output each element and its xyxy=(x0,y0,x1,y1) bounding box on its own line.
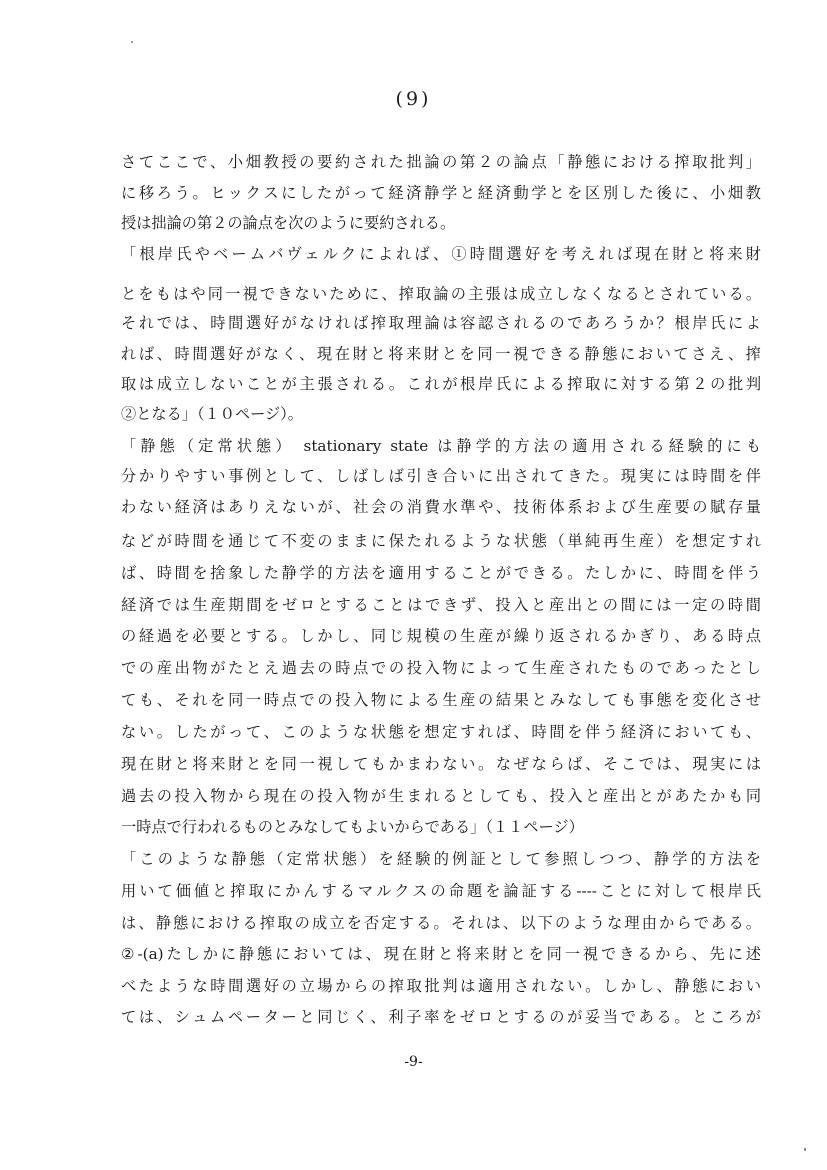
text-line: 分かりやすい事例として、しばしば引き合いに出されてきた。現実には時間を伴 xyxy=(121,467,761,485)
text-line: ば、時間を捨象した静学的方法を適用することができる。たしかに、時間を伴う xyxy=(121,564,761,582)
scan-speck xyxy=(804,1148,806,1151)
text-line: での産出物がたとえ過去の時点での投入物によって生産されたものであったとし xyxy=(121,659,761,677)
text-line: に移ろう。ヒックスにしたがって経済静学と経済動学とを区別した後に、小畑教 xyxy=(121,184,761,202)
text-line: べたような時間選好の立場からの搾取批判は適用されない。しかし、静態におい xyxy=(121,977,761,995)
text-line: 現在財と将来財とを同一視してもかまわない。なぜならば、そこでは、現実には xyxy=(121,755,761,773)
text-line: 「このような静態（定常状態）を経験的例証として参照しつつ、静学的方法を xyxy=(121,850,761,868)
text-line: ない。したがって、このような状態を想定すれば、時間を伴う経済においても、 xyxy=(121,723,761,741)
text-line: 「根岸氏やベームバヴェルクによれば、①時間選好を考えれば現在財と将来財 xyxy=(121,245,761,263)
text-line: わない経済はありえないが、社会の消費水準や、技術体系および生産要の賦存量 xyxy=(121,498,761,516)
text-line: 経済では生産期間をゼロとすることはできず、投入と産出との間には一定の時間 xyxy=(121,596,761,614)
scan-speck xyxy=(131,41,133,43)
text-line: は、静態における搾取の成立を否定する。それは、以下のような理由からである。 xyxy=(121,914,761,932)
text-line: とをもはや同一視できないために、搾取論の主張は成立しなくなるとされている。 xyxy=(121,285,761,303)
text-line: それでは、時間選好がなければ搾取理論は容認されるのであろうか？根岸氏によ xyxy=(121,314,761,332)
text-line: 取は成立しないことが主張される。これが根岸氏による搾取に対する第２の批判 xyxy=(121,375,761,393)
text-line: の経過を必要とする。しかし、同じ規模の生産が繰り返されるかぎり、ある時点 xyxy=(121,627,761,645)
text-line: 授は拙論の第２の論点を次のように要約される。 xyxy=(121,214,456,232)
text-line: などが時間を通じて不変のままに保たれるような状態（単純再生産）を想定すれ xyxy=(121,532,761,550)
text-line: ても、それを同一時点での投入物による生産の結果とみなしても事態を変化させ xyxy=(121,691,761,709)
text-line: ②となる」（１０ページ）。 xyxy=(121,405,303,423)
text-line: ては、シュムペーターと同じく、利子率をゼロとするのが妥当である。ところが xyxy=(121,1008,761,1026)
page-footer: -9- xyxy=(404,1054,423,1070)
text-line: 用いて価値と搾取にかんするマルクスの命題を論証する----ことに対して根岸氏 xyxy=(121,882,761,900)
text-line: 過去の投入物から現在の投入物が生まれるとしても、投入と産出とがあたかも同 xyxy=(121,787,761,805)
page-header: (9) xyxy=(395,88,432,110)
text-line: 「静態（定常状態） stationary state は静学的方法の適用される経験的にも xyxy=(121,437,761,455)
text-line: ②-(a)たしかに静態においては、現在財と将来財とを同一視できるから、先に述 xyxy=(121,945,761,963)
text-line: さてここで、小畑教授の要約された拙論の第２の論点「静態における搾取批判」 xyxy=(121,153,761,171)
text-line: 一時点で行われるものとみなしてもよいからである」（１１ページ） xyxy=(121,818,584,836)
text-line: れば、時間選好がなく、現在財と将来財とを同一視できる静態においてさえ、搾 xyxy=(121,345,761,363)
